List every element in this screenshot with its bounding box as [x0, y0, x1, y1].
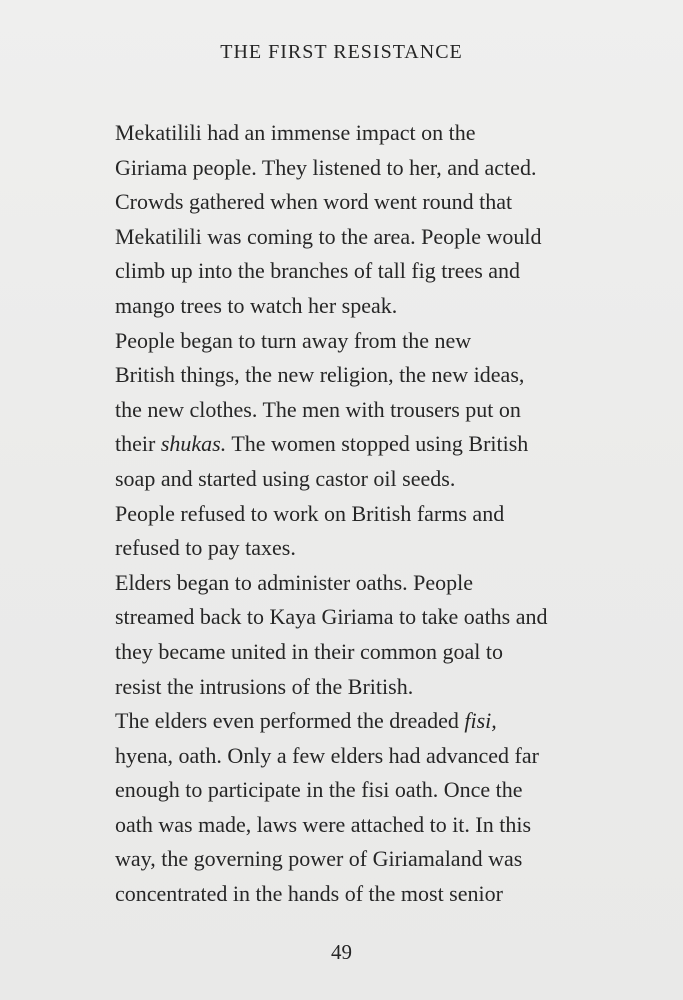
running-head: THE FIRST RESISTANCE — [220, 41, 463, 63]
text-line: mango trees to watch her speak. — [115, 292, 398, 318]
paragraph — [73, 704, 593, 912]
text-line: Elders began to administer oaths. People — [115, 569, 474, 595]
paragraph — [73, 566, 593, 704]
text-line: the new clothes. The men with trousers put on — [115, 396, 521, 422]
text-run: The women stopped using British — [226, 431, 529, 457]
text-line: they became united in their common goal to — [115, 638, 503, 664]
italic-term: fisi, — [464, 708, 497, 734]
text-line: People began to turn away from the new — [115, 327, 472, 353]
paragraph — [73, 324, 593, 497]
text-line: hyena, oath. Only a few elders had advanced far — [115, 742, 539, 768]
text-line: concentrated in the hands of the most senior — [115, 881, 503, 907]
text-line: oath was made, laws were attached to it. In this — [115, 811, 532, 837]
text-line: way, the governing power of Giriamaland was — [115, 846, 523, 872]
text-line: British things, the new religion, the new ideas, — [115, 362, 525, 388]
text-line — [73, 427, 593, 462]
text-line: Mekatilili had an immense impact on the — [115, 120, 476, 145]
paragraph — [73, 116, 593, 324]
text-run: their — [115, 431, 161, 457]
text-line: enough to participate in the fisi oath. Once the — [115, 777, 523, 803]
text-line: Mekatilili was coming to the area. People would — [115, 223, 542, 249]
text-line: climb up into the branches of tall fig trees and — [115, 258, 521, 284]
body-text — [73, 116, 593, 912]
italic-term: shukas. — [160, 431, 227, 457]
text-line: refused to pay taxes. — [115, 535, 296, 561]
paragraph — [73, 497, 593, 566]
text-run: The elders even performed the dreaded — [115, 708, 465, 734]
text-line: People refused to work on British farms and — [115, 500, 505, 526]
page-number: 49 — [331, 940, 352, 964]
text-line: Crowds gathered when word went round that — [115, 189, 513, 215]
text-line — [115, 708, 497, 733]
text-line: streamed back to Kaya Giriama to take oaths and — [115, 604, 548, 630]
text-line: resist the intrusions of the British. — [115, 673, 414, 699]
text-line: soap and started using castor oil seeds. — [115, 465, 456, 491]
text-line: Giriama people. They listened to her, and acted. — [115, 154, 537, 180]
